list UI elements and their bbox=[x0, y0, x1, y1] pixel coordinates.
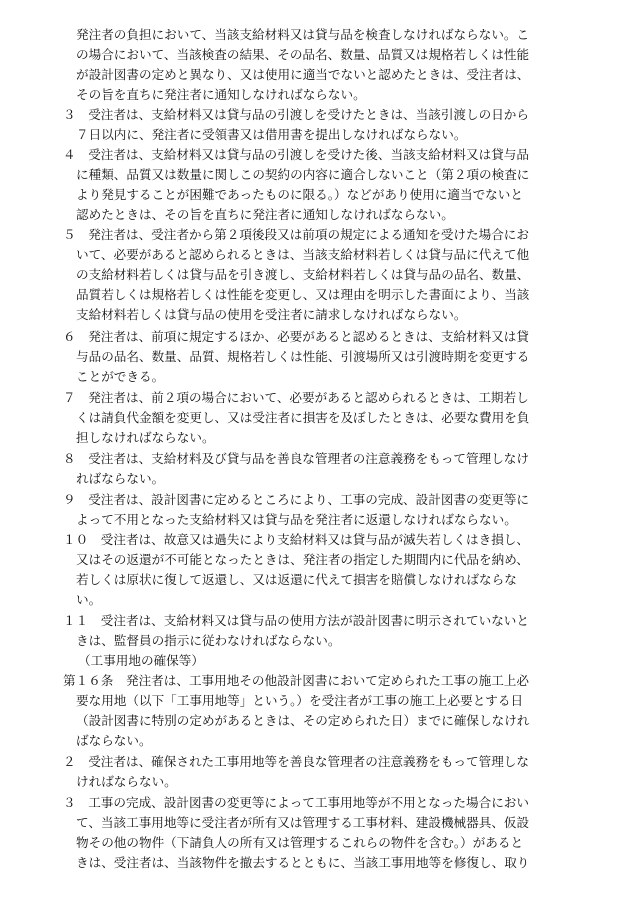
text-line: ことができる。 bbox=[76, 369, 165, 384]
text-line: 品質若しくは規格若しくは性能を変更し、又は理由を明示した書面により、当該 bbox=[76, 287, 530, 302]
text-line: ばならない。 bbox=[76, 733, 152, 748]
text-line: ければならない。 bbox=[76, 774, 177, 789]
text-line: １１ 受注者は、支給材料又は貸与品の使用方法が設計図書に明示されていないと bbox=[63, 613, 529, 628]
text-line: 発注者の負担において、当該支給材料又は貸与品を検査しなければならない。こ bbox=[76, 27, 530, 42]
text-line: ６ 発注者は、前項に規定するほか、必要があると認めるときは、支給材料又は貸 bbox=[63, 329, 529, 344]
text-line: いて、必要があると認められるときは、当該支給材料若しくは貸与品に代えて他 bbox=[76, 247, 530, 262]
text-line: 又はその返還が不可能となったときは、発注者の指定した期間内に代品を納め、 bbox=[76, 552, 529, 567]
text-line: ９ 受注者は、設計図書に定めるところにより、工事の完成、設計図書の変更等に bbox=[63, 492, 529, 507]
text-line: きは、受注者は、当該物件を撤去するとともに、当該工事用地等を修復し、取り bbox=[76, 855, 530, 870]
text-line: ２ 受注者は、確保された工事用地等を善良な管理者の注意義務をもって管理しな bbox=[63, 754, 529, 769]
text-line: （設計図書に特別の定めがあるときは、その定められた日）までに確保しなけれ bbox=[76, 713, 530, 728]
article-heading-line: 第１６条 発注者は、工事用地その他設計図書において定められた工事の施工上必 bbox=[63, 673, 529, 688]
text-line: 支給材料若しくは貸与品の使用を受注者に請求しなければならない。 bbox=[76, 307, 467, 322]
text-line: きは、監督員の指示に従わなければならない。 bbox=[76, 633, 341, 648]
text-line: より発見することが困難であったものに限る。）などがあり使用に適当でないと bbox=[76, 187, 523, 202]
text-line: が設計図書の定めと異なり、又は使用に適当でないと認めたときは、受注者は、 bbox=[76, 67, 530, 82]
text-line: 物その他の物件（下請負人の所有又は管理するこれらの物件を含む。）があると bbox=[76, 835, 524, 850]
text-line: の場合において、当該検査の結果、その品名、数量、品質又は規格若しくは性能 bbox=[76, 47, 530, 62]
text-line: ７ 発注者は、前２項の場合において、必要があると認められるときは、工期若し bbox=[63, 390, 529, 405]
text-line: ３ 工事の完成、設計図書の変更等によって工事用地等が不用となった場合におい bbox=[63, 795, 529, 810]
text-line: １０ 受注者は、故意又は過失により支給材料又は貸与品が滅失若しくはき損し、 bbox=[63, 532, 529, 547]
section-heading: （工事用地の確保等） bbox=[78, 653, 204, 668]
text-line: の支給材料若しくは貸与品を引き渡し、支給材料若しくは貸与品の品名、数量、 bbox=[76, 267, 530, 282]
text-line: 要な用地（以下「工事用地等」という。）を受注者が工事の施工上必要とする日 bbox=[76, 693, 524, 708]
text-line: に種類、品質又は数量に関しこの契約の内容に適合しないこと（第２項の検査に bbox=[76, 167, 530, 182]
text-line: ８ 受注者は、支給材料及び貸与品を善良な管理者の注意義務をもって管理しなけ bbox=[63, 451, 529, 466]
text-line: ５ 発注者は、受注者から第２項後段又は前項の規定による通知を受けた場合にお bbox=[63, 227, 529, 242]
text-line: くは請負代金額を変更し、又は受注者に損害を及ぼしたときは、必要な費用を負 bbox=[76, 410, 530, 425]
text-line: ３ 受注者は、支給材料又は貸与品の引渡しを受けたときは、当該引渡しの日から bbox=[63, 107, 529, 122]
text-line: 若しくは原状に復して返還し、又は返還に代えて損害を賠償しなければならな bbox=[76, 572, 517, 587]
text-line: 担しなければならない。 bbox=[76, 430, 215, 445]
text-line: い。 bbox=[76, 592, 102, 607]
text-line: 認めたときは、その旨を直ちに発注者に通知しなければならない。 bbox=[76, 207, 454, 222]
text-line: て、当該工事用地等に受注者が所有又は管理する工事材料、建設機械器具、仮設 bbox=[76, 815, 530, 830]
text-line: その旨を直ちに発注者に通知しなければならない。 bbox=[76, 87, 366, 102]
text-line: 与品の品名、数量、品質、規格若しくは性能、引渡場所又は引渡時期を変更する bbox=[76, 349, 530, 364]
text-line: よって不用となった支給材料又は貸与品を発注者に返還しなければならない。 bbox=[76, 512, 517, 527]
text-line: ７日以内に、発注者に受領書又は借用書を提出しなければならない。 bbox=[76, 127, 467, 142]
text-line: ればならない。 bbox=[76, 471, 165, 486]
text-line: ４ 受注者は、支給材料又は貸与品の引渡しを受けた後、当該支給材料又は貸与品 bbox=[63, 147, 529, 162]
